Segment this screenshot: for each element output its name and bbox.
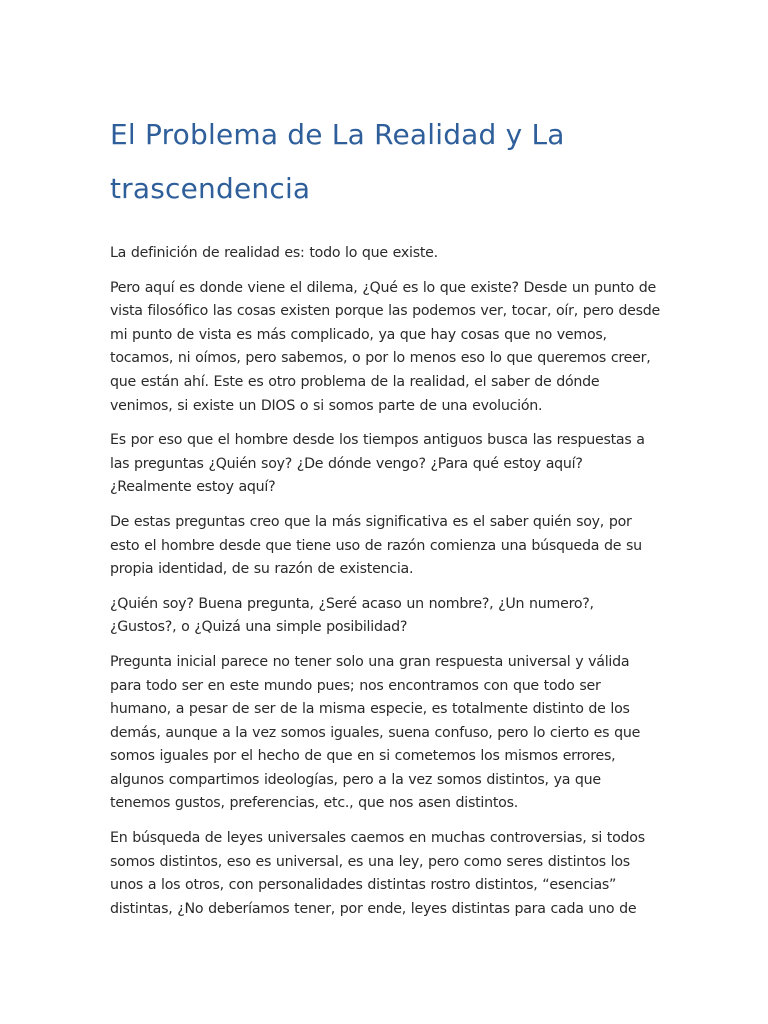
paragraph-identity: De estas preguntas creo que la más significativa es el saber quién soy, por esto el hombre desde que tiene uso de razón comienza una búsqueda de su propia identidad, de su razón de existencia. (110, 513, 642, 578)
paragraph-universal-answer: Pregunta inicial parece no tener solo una gran respuesta universal y válida para todo ser en este mundo pues; nos encontramos con que todo ser humano, a pesar de ser de la misma especie, es totalmente distinto de los demás, aunque a la vez somos iguales, suena confuso, pero lo cierto es que somos iguales por el hecho de que en si cometemos los mismos errores, algunos compartimos ideologías, pero a la vez somos distintos, ya que tenemos gustos, preferencias, etc., que nos asen distintos. (110, 653, 641, 812)
paragraph-definition: La definición de realidad es: todo lo que existe. (110, 245, 438, 261)
paragraph-who-am-i: ¿Quién soy? Buena pregunta, ¿Seré acaso un nombre?, ¿Un numero?, ¿Gustos?, o ¿Quizá una simple posibilidad? (110, 595, 594, 636)
document-page (110, 108, 662, 932)
paragraph-dilemma: Pero aquí es donde viene el dilema, ¿Qué es lo que existe? Desde un punto de vista filosófico las cosas existen porque las podemos ver, tocar, oír, pero desde mi punto de vista es más complicado, ya que hay cosas que no vemos, tocamos, ni oímos, pero sabemos, o por lo menos eso lo que queremos creer, que están ahí. Este es otro problema de la realidad, el saber de dónde venimos, si existe un DIOS o si somos parte de una evolución. (110, 279, 661, 414)
document-title: El Problema de La Realidad y La trascendencia (110, 118, 565, 205)
paragraph-universal-laws: En búsqueda de leyes universales caemos en muchas controversias, si todos somos distintos, eso es universal, es una ley, pero como seres distintos los unos a los otros, con personalidades distintas rostro distintos, “esencias” distintas, ¿No deberíamos tener, por ende, leyes distintas para cada uno de (110, 830, 645, 917)
paragraph-questions: Es por eso que el hombre desde los tiempos antiguos busca las respuestas a las preguntas ¿Quién soy? ¿De dónde vengo? ¿Para qué estoy aquí? ¿Realmente estoy aquí? (110, 432, 645, 496)
